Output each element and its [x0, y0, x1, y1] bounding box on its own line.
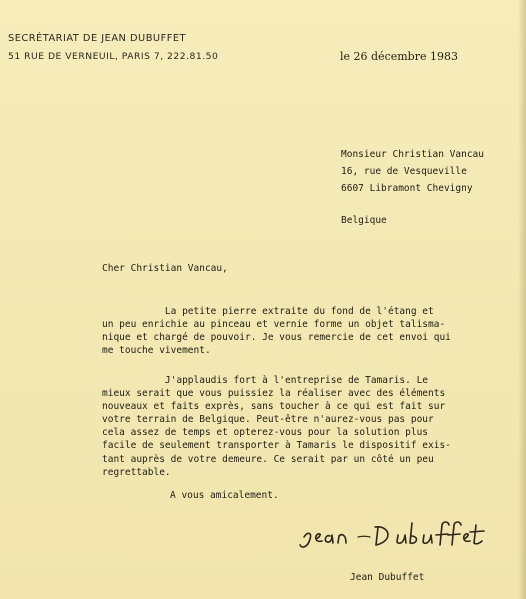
letterhead-line1: SECRÉTARIAT DE JEAN DUBUFFET — [8, 33, 187, 44]
letter-date: le 26 décembre 1983 — [340, 50, 458, 63]
closing: A vous amicalement. — [170, 490, 279, 501]
handwritten-signature — [298, 515, 498, 559]
recipient-address — [341, 147, 484, 230]
paragraph-2: J'applaudis fort à l'entreprise de Tamaris. Le mieux serait que vous puissiez la réaliser avec des éléments nouveaux et faits exprès, sans toucher à ce qui est fait sur votre terrain de Belgique. Peut-être n'aurez-vous pas pour cela assez de temps et opterez-vous pour la solution plus facile de seulement transporter à Tamaris le dispositif exis- tant auprès de votre demeure. Ce serait par un côté un peu regrettable. — [102, 375, 451, 478]
signer-name: Jean Dubuffet — [350, 572, 425, 583]
paragraph-1: La petite pierre extraite du fond de l'étang et un peu enrichie au pinceau et vernie forme un objet talisma- nique et chargé de pouvoir. Je vous remercie de cet envoi qui me touche vivement. — [102, 306, 451, 357]
letterhead-line2: 51 RUE DE VERNEUIL, PARIS 7, 222.81.50 — [8, 51, 219, 62]
recipient-city: 6607 Libramont Chevigny — [341, 182, 473, 194]
recipient-country: Belgique — [341, 215, 387, 227]
salutation: Cher Christian Vancau, — [102, 263, 228, 274]
recipient-street: 16, rue de Vesqueville — [341, 165, 467, 177]
recipient-name: Monsieur Christian Vancau — [341, 149, 484, 160]
letterhead — [8, 32, 218, 63]
page-edge-shadow — [518, 0, 526, 599]
